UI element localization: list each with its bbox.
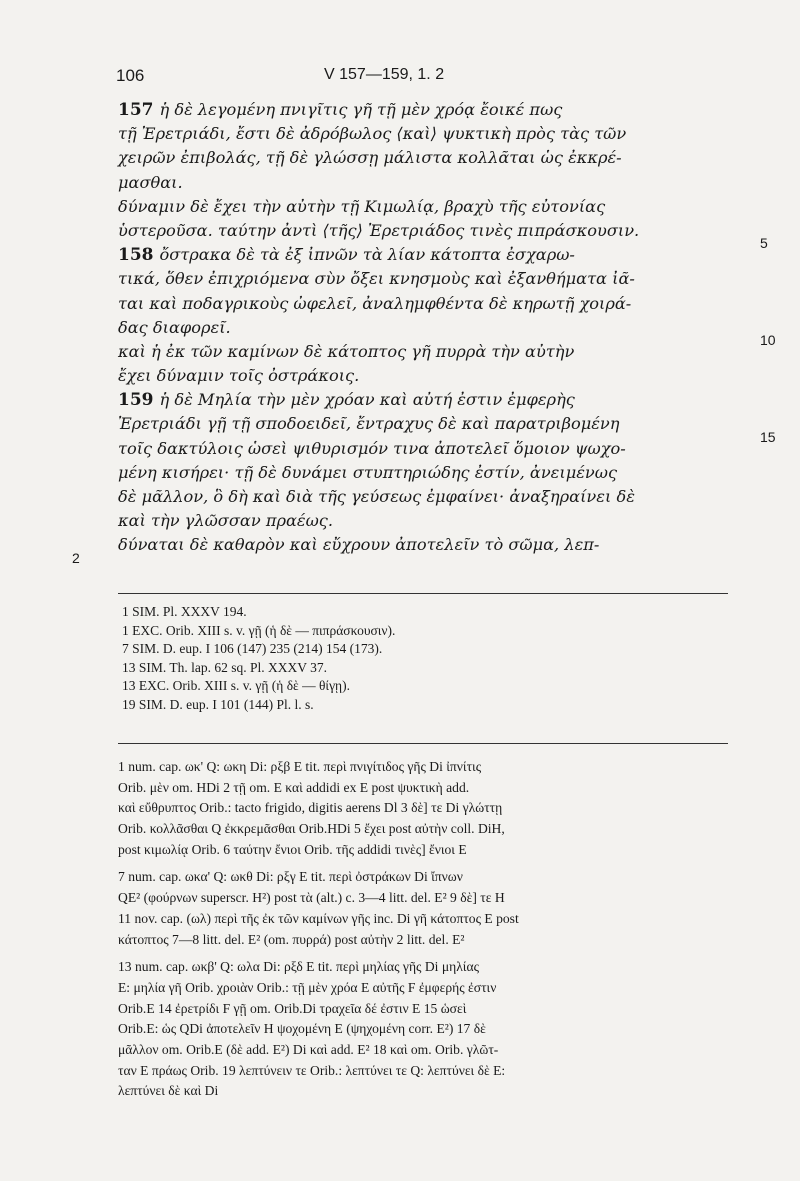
apparatus-line: ταν E πράως Orib. 19 λεπτύνειν τε Orib.: λεπτύνει τε Q: λεπτύνει δὲ E:: [118, 1062, 506, 1078]
text-line: [118, 316, 728, 340]
text-line: [118, 292, 728, 316]
text-line-content: καὶ τὴν γλῶσσαν πραέως.: [118, 511, 334, 531]
text-line: [118, 461, 728, 485]
line-number-15: 15: [760, 429, 776, 445]
apparatus-line: 7 num. cap. ωκα' Q: ωκθ Di: ρξγ E tit. περὶ ὀστράκων Di ἴπνων: [118, 869, 463, 885]
apparatus-line: QE² (φούρνων superscr. H²) post τὰ (alt.) c. 3—4 litt. del. E² 9 δὲ] τε H: [118, 890, 505, 906]
section-number: 157: [118, 100, 154, 120]
divider-top: [118, 593, 728, 594]
apparatus-line: Orib. μὲν om. HDi 2 τῇ om. E καὶ addidi ex E post ψυκτικὴ add.: [118, 779, 470, 795]
text-line-content: χειρῶν ἐπιβολάς, τῇ δὲ γλώσσῃ μάλιστα κολλᾶται ὡς ἐκκρέ-: [118, 148, 622, 168]
section-number: 158: [118, 245, 154, 266]
reference-line: 19 SIM. D. eup. I 101 (144) Pl. l. s.: [122, 696, 314, 712]
text-line-content: τικά, ὅθεν ἐπιχριόμενα σὺν ὄξει κνησμοὺς καὶ ἐξανθήματα ἰᾶ-: [118, 269, 635, 289]
apparatus-line: κάτοπτος 7—8 litt. del. E² (om. πυρρά) post αὐτὴν 2 litt. del. E²: [118, 931, 465, 947]
text-line: [118, 364, 728, 388]
text-line: [118, 340, 728, 364]
text-line: [118, 267, 728, 291]
apparatus-line: 11 nov. cap. (ωλ) περὶ τῆς ἐκ τῶν καμίνων γῆς inc. Di γῆ κάτοπτος E post: [118, 910, 519, 926]
text-line: [118, 533, 728, 557]
apparatus-line: μᾶλλον om. Orib.E (δὲ add. E²) Di καὶ add. E² 18 καὶ om. Orib. γλῶτ-: [118, 1041, 499, 1057]
text-line-content: ὄστρακα δὲ τὰ ἐξ ἰπνῶν τὰ λίαν κάτοπτα ἐσχαρω-: [159, 245, 575, 265]
text-line-content: καὶ ἡ ἐκ τῶν καμίνων δὲ κάτοπτος γῆ πυρρὰ τὴν αὐτὴν: [118, 341, 575, 361]
reference-line: 1 SIM. Pl. XXXV 194.: [122, 604, 247, 619]
text-line: [118, 485, 728, 509]
text-line: [118, 171, 728, 195]
apparatus-line: 1 num. cap. ωκ' Q: ωκη Di: ρξβ E tit. περὶ πνιγίτιδος γῆς Di ἰπνίτις: [118, 759, 482, 774]
text-line: [118, 437, 728, 461]
text-line: [118, 122, 728, 146]
text-line-content: τῇ Ἐρετριάδι, ἔστι δὲ ἀδρόβωλος ⟨καὶ⟩ ψυκτικὴ πρὸς τὰς τῶν: [118, 124, 627, 144]
line-number-10: 10: [760, 332, 776, 348]
text-line: [118, 388, 728, 412]
text-line-content: ἡ δὲ Μηλία τὴν μὲν χρόαν καὶ αὐτή ἐστιν ἐμφερὴς: [159, 390, 575, 410]
chapter-marker-2: 2: [72, 550, 80, 566]
text-line-content: δὲ μᾶλλον, ὃ δὴ καὶ διὰ τῆς γεύσεως ἐμφαίνει· ἀναξηραίνει δὲ: [118, 487, 635, 506]
main-text: [118, 98, 728, 558]
apparatus-line: Orib. κολλᾶσθαι Q ἐκκρεμᾶσθαι Orib.HDi 5 ἔχει post αὐτὴν coll. DiH,: [118, 821, 505, 837]
references-block: [122, 603, 682, 715]
text-line: [118, 509, 728, 533]
text-line-content: ἔχει δύναμιν τοῖς ὀστράκοις.: [118, 366, 360, 386]
reference-line: 13 EXC. Orib. XIII s. v. γῇ (ἡ δὲ — θίγῃ).: [122, 678, 350, 694]
text-line: [118, 146, 728, 170]
running-title: V 157—159, 1. 2: [324, 66, 445, 83]
apparatus-line: λεπτύνει δὲ καὶ Di: [118, 1083, 219, 1099]
apparatus-line: post κιμωλίᾳ Orib. 6 ταύτην ἔνιοι Orib. τῆς addidi τινὲς] ἔνιοι E: [118, 841, 467, 857]
text-line: [118, 98, 728, 122]
apparatus-gap: [118, 950, 730, 957]
apparatus-line: E: μηλία γῆ Orib. χροιὰν Orib.: τῇ μὲν χρόα E αὐτῆς F ἐμφερής ἐστιν: [118, 979, 497, 995]
text-line: [118, 195, 728, 219]
text-line: [118, 243, 728, 267]
critical-apparatus: [118, 757, 730, 1102]
reference-line: 1 EXC. Orib. XIII s. v. γῇ (ἡ δὲ — πιπράσκουσιν).: [122, 622, 396, 638]
section-number: 159: [118, 390, 154, 411]
apparatus-line: Orib.E 14 ἐρετρίδι F γῇ om. Orib.Di τραχεῖα δέ ἐστιν E 15 ὡσεὶ: [118, 1000, 467, 1016]
reference-line: 13 SIM. Th. lap. 62 sq. Pl. XXXV 37.: [122, 659, 328, 675]
apparatus-line: Orib.E: ὡς QDi ἀποτελεῖν H ψοχομένη E (ψηχομένη corr. E²) 17 δὲ: [118, 1021, 486, 1037]
text-line-content: ἡ δὲ λεγομένη πνιγῖτις γῆ τῇ μὲν χρόᾳ ἔοικέ πως: [159, 100, 563, 119]
text-line-content: ται καὶ ποδαγρικοὺς ὠφελεῖ, ἀναλημφθέντα δὲ κηρωτῇ χοιρά-: [118, 293, 632, 313]
text-line-content: δύναται δὲ καθαρὸν καὶ εὔχρουν ἀποτελεῖν τὸ σῶμα, λεπ-: [118, 535, 600, 555]
text-line-content: Ἐρετριάδι γῇ τῇ σποδοειδεῖ, ἔντραχυς δὲ καὶ παρατριβομένη: [118, 414, 620, 434]
apparatus-gap: [118, 860, 730, 867]
line-number-5: 5: [760, 235, 768, 251]
page-header: [116, 66, 756, 88]
text-line: [118, 412, 728, 436]
text-line-content: δύναμιν δὲ ἔχει τὴν αὐτὴν τῇ Κιμωλίᾳ, βραχὺ τῆς εὐτονίας: [118, 196, 606, 216]
divider-bottom: [118, 743, 728, 744]
text-line-content: ὑστεροῦσα. ταύτην ἀντὶ ⟨τῆς⟩ Ἐρετριάδος τινὲς πιπράσκουσιν.: [118, 220, 640, 240]
text-line: [118, 219, 728, 243]
text-line-content: δας διαφορεῖ.: [118, 317, 231, 337]
apparatus-line: 13 num. cap. ωκβ' Q: ωλα Di: ρξδ E tit. περὶ μηλίας γῆς Di μηλίας: [118, 959, 479, 975]
text-line-content: τοῖς δακτύλοις ὡσεὶ ψιθυρισμόν τινα ἀποτελεῖ ὅμοιον ψωχο-: [118, 438, 626, 458]
text-line-content: μένη κισήρει· τῇ δὲ δυνάμει στυπτηριώδης ἐστίν, ἀνειμένως: [118, 462, 618, 482]
text-line-content: μασθαι.: [118, 172, 183, 192]
reference-line: 7 SIM. D. eup. I 106 (147) 235 (214) 154 (173).: [122, 641, 383, 657]
page-number: 106: [116, 66, 145, 85]
apparatus-line: καὶ εὔθρυπτος Orib.: tacto frigido, digitis aerens Dl 3 δὲ] τε Di γλώττῃ: [118, 800, 503, 816]
